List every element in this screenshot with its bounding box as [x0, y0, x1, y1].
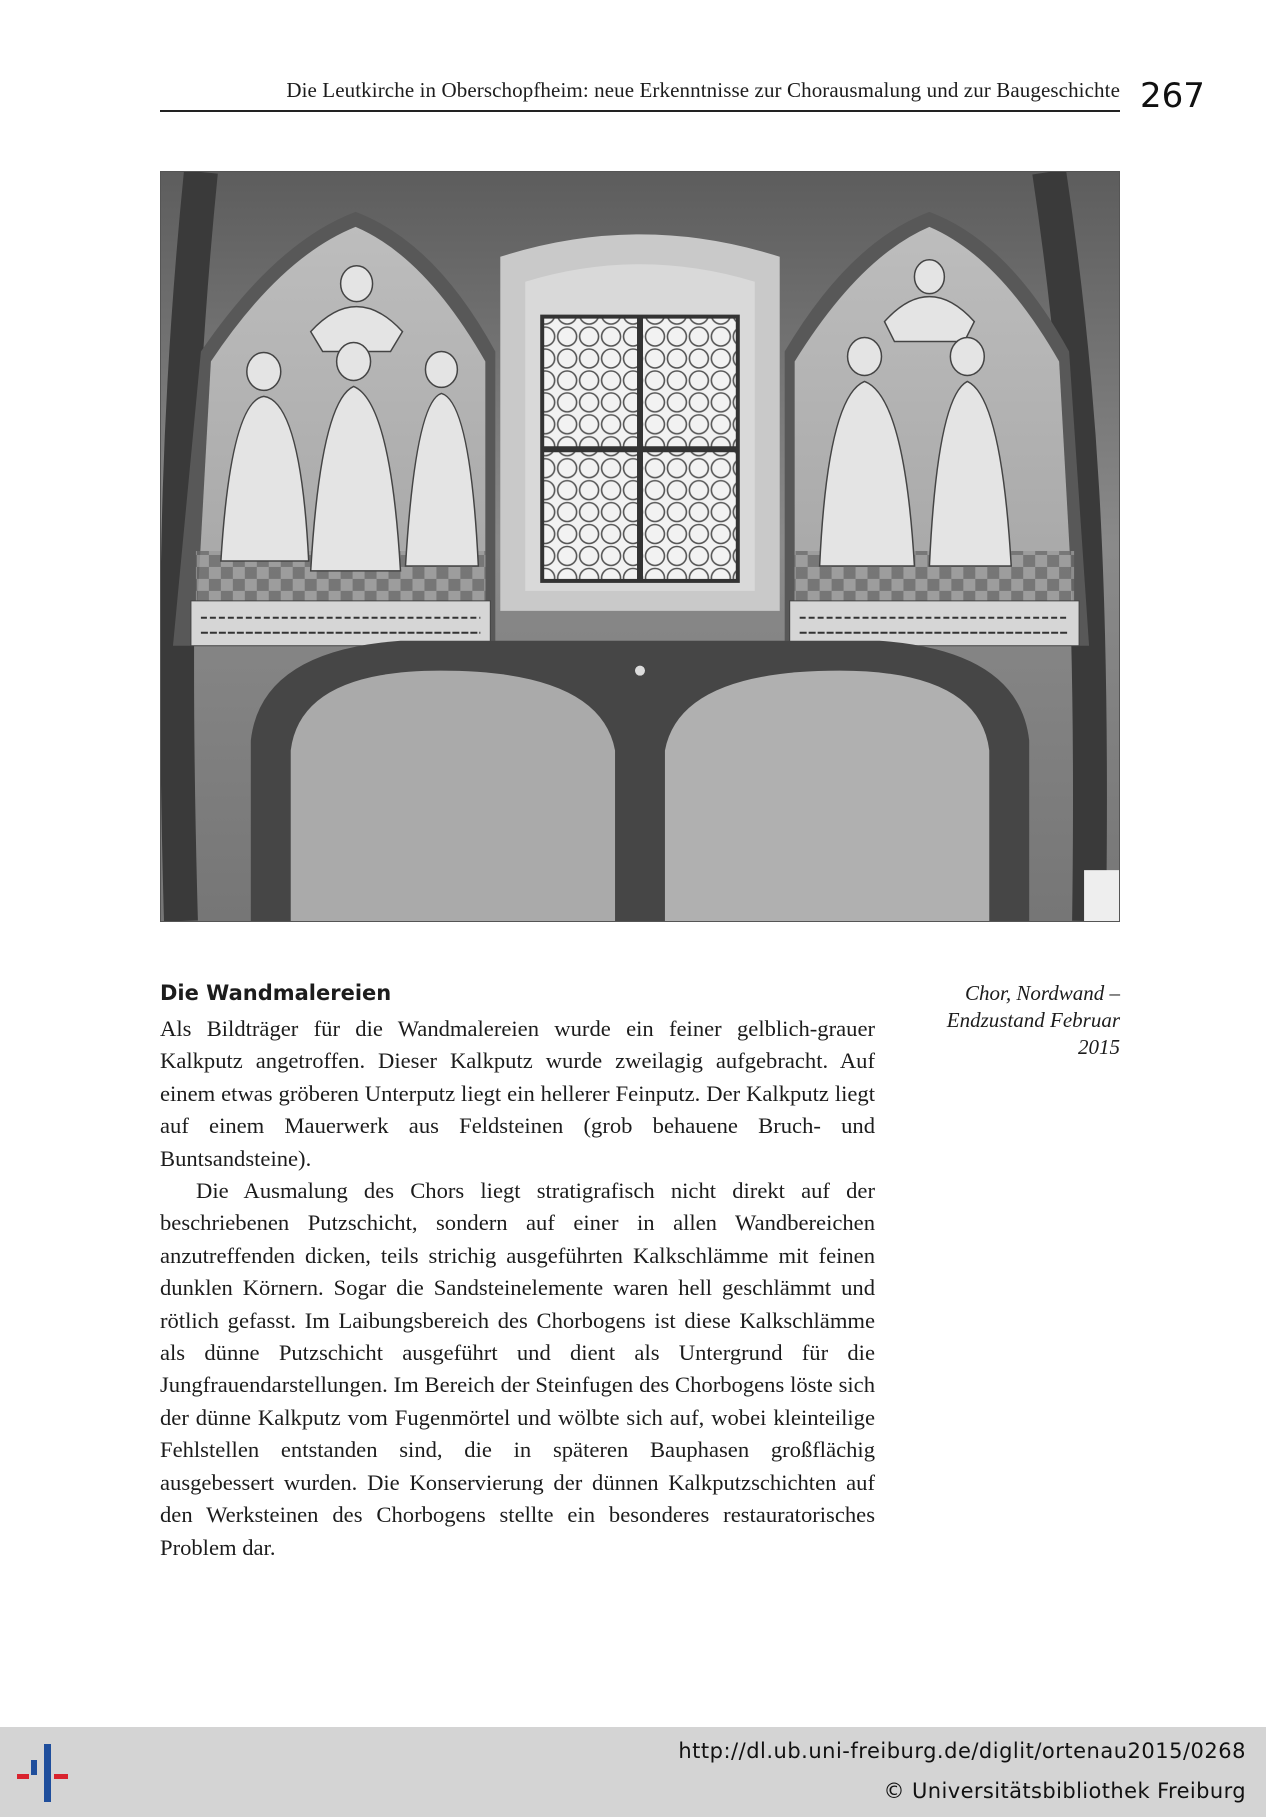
library-logo-icon — [14, 1738, 84, 1808]
header-rule — [160, 110, 1120, 112]
section-heading: Die Wandmalereien — [160, 981, 392, 1005]
body-text — [160, 1013, 875, 1564]
caption-line: Endzustand Februar — [946, 1008, 1120, 1032]
figure-caption — [860, 980, 1120, 1061]
page-number: 267 — [1140, 76, 1205, 116]
photo-illustration — [161, 172, 1119, 921]
copyright-notice: © Universitätsbibliothek Freiburg — [883, 1779, 1246, 1803]
paragraph: Als Bildträger für die Wandmalereien wurde ein feiner gelblich-grauer Kalkputz angetroffen. Dieser Kalkputz wurde zweilagig aufgebracht. Auf einem etwas gröberen Unterputz liegt ein hellerer Feinputz. Der Kalkputz liegt auf einem Mauerwerk aus Feldsteinen (grob behauene Bruch- und Buntsandsteine). — [160, 1016, 875, 1171]
source-url-link[interactable]: http://dl.ub.uni-freiburg.de/diglit/ortenau2015/0268 — [678, 1739, 1246, 1763]
running-title: Die Leutkirche in Oberschopfheim: neue Erkenntnisse zur Chorausmalung und zur Baugeschichte — [286, 78, 1120, 102]
caption-line: Chor, Nordwand – — [964, 981, 1120, 1005]
church-wall-photograph — [160, 171, 1120, 922]
paragraph: Die Ausmalung des Chors liegt stratigrafisch nicht direkt auf der beschriebenen Putzschicht, sondern auf einer in allen Wandbereichen anzutreffenden dicken, teils strichig ausgeführten Kalkschlämme mit feinen dunklen Körnern. Sogar die Sandsteinelemente waren hell geschlämmt und rötlich gefasst. Im Laibungsbereich des Chorbogens ist diese Kalkschlämme als dünne Putzschicht ausgeführt und dient als Untergrund für die Jungfrauendarstellungen. Im Bereich der Steinfugen des Chorbogens löste sich der dünne Kalkputz vom Fugenmörtel und wölbte sich auf, wobei kleinteilige Fehlstellen entstanden sind, die in späteren Bauphasen großflächig ausgebessert wurden. Die Konservierung der dünnen Kalkputzschichten auf den Werksteinen des Chorbogens stellte ein besonderes restauratorisches Problem dar. — [160, 1178, 875, 1560]
caption-line: 2015 — [1078, 1035, 1120, 1059]
